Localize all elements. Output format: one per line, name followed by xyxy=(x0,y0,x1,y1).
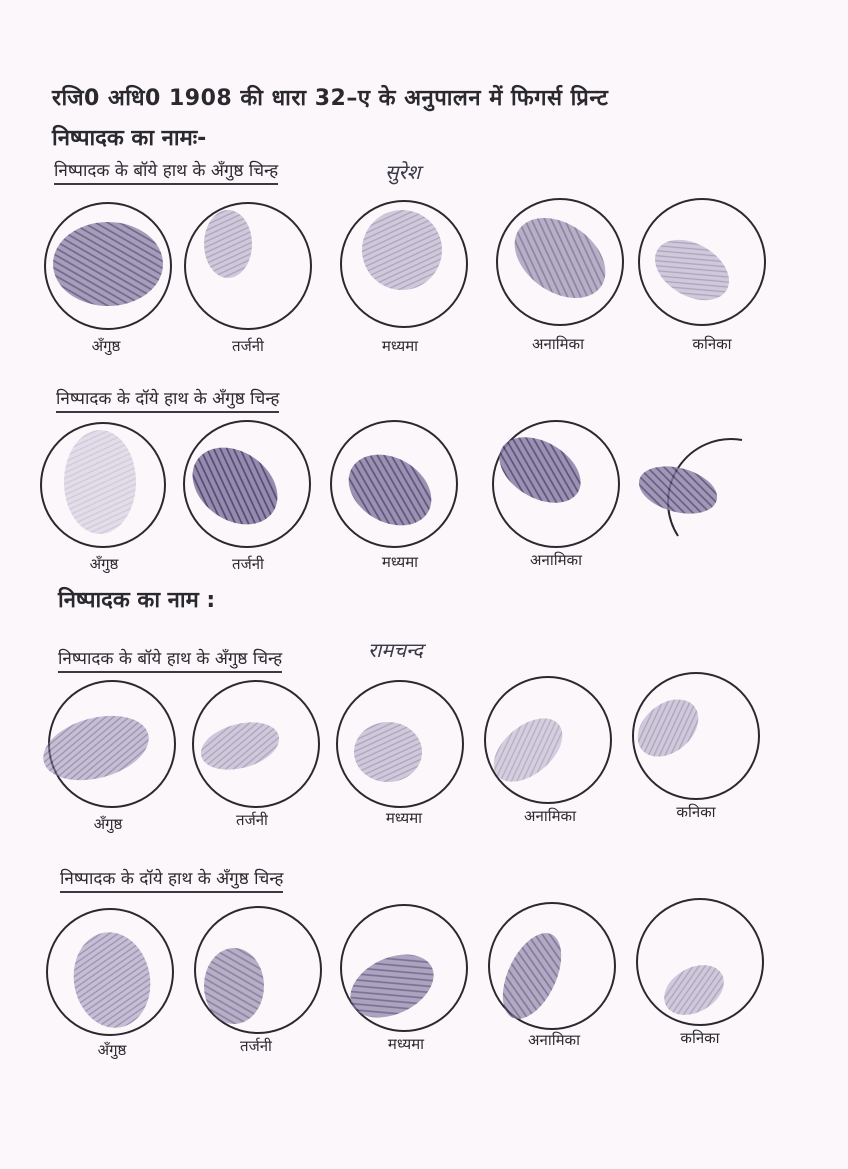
label-s1-middle: मध्यमा xyxy=(381,337,419,355)
label-s3-ring: अनामिका xyxy=(524,807,576,825)
label-s3-middle: मध्यमा xyxy=(385,809,423,827)
s4-ring-print xyxy=(489,903,615,1029)
label-s2-thumb: अँगुष्ठ xyxy=(89,555,119,573)
label-s1-index: तर्जनी xyxy=(232,337,264,355)
section-4-title: निष्पादक के दॉये हाथ के अँगुष्ठ चिन्ह xyxy=(60,866,283,893)
s1-middle-print xyxy=(341,201,467,327)
s4-middle-print xyxy=(340,905,467,1031)
executant-name-label-1: निष्पादक का नामः- xyxy=(52,126,207,151)
label-s1-little: कनिका xyxy=(692,335,732,353)
s4-little-print xyxy=(637,899,763,1025)
form-heading: रजि0 अधि0 1908 की धारा 32–ए के अनुपालन में फिगर्स प्रिन्ट xyxy=(52,86,609,111)
s3-little-print xyxy=(627,673,759,799)
label-s4-index: तर्जनी xyxy=(240,1037,272,1055)
label-s1-ring: अनामिका xyxy=(532,335,584,353)
s1-little-print xyxy=(639,199,765,325)
s3-ring-print xyxy=(482,677,611,803)
section-3-signature: रामचन्द xyxy=(368,638,423,662)
s1-ring-print xyxy=(497,199,623,325)
label-s4-thumb: अँगुष्ठ xyxy=(97,1041,127,1059)
s2-index-print xyxy=(178,421,310,547)
label-s3-thumb: अँगुष्ठ xyxy=(93,815,123,833)
section-1-signature: सुरेश xyxy=(385,160,421,184)
section-2-title: निष्पादक के दॉये हाथ के अँगुष्ठ चिन्ह xyxy=(56,386,279,413)
s4-index-print xyxy=(195,907,321,1033)
s3-middle-print xyxy=(337,681,463,807)
s2-little-print xyxy=(634,439,742,536)
label-s3-index: तर्जनी xyxy=(236,811,268,829)
label-s2-index: तर्जनी xyxy=(232,555,264,573)
label-s4-middle: मध्यमा xyxy=(387,1035,425,1053)
s1-index-print xyxy=(185,203,311,329)
s2-thumb-print xyxy=(41,423,165,547)
s2-ring-print xyxy=(488,421,619,547)
label-s1-thumb: अँगुष्ठ xyxy=(91,337,121,355)
s3-index-print xyxy=(193,681,319,807)
label-s4-ring: अनामिका xyxy=(528,1031,580,1049)
label-s3-little: कनिका xyxy=(676,803,716,821)
s1-thumb-print xyxy=(45,203,171,329)
executant-name-label-2: निष्पादक का नाम : xyxy=(58,588,216,613)
s4-thumb-print xyxy=(47,909,173,1035)
label-s2-ring: अनामिका xyxy=(530,551,582,569)
label-s2-middle: मध्यमा xyxy=(381,553,419,571)
section-1-title: निष्पादक के बॉये हाथ के अँगुष्ठ चिन्ह xyxy=(54,158,278,185)
s2-middle-print xyxy=(331,421,457,547)
s3-thumb-print xyxy=(36,681,175,807)
section-3-title: निष्पादक के बॉये हाथ के अँगुष्ठ चिन्ह xyxy=(58,646,282,673)
label-s4-little: कनिका xyxy=(680,1029,720,1047)
